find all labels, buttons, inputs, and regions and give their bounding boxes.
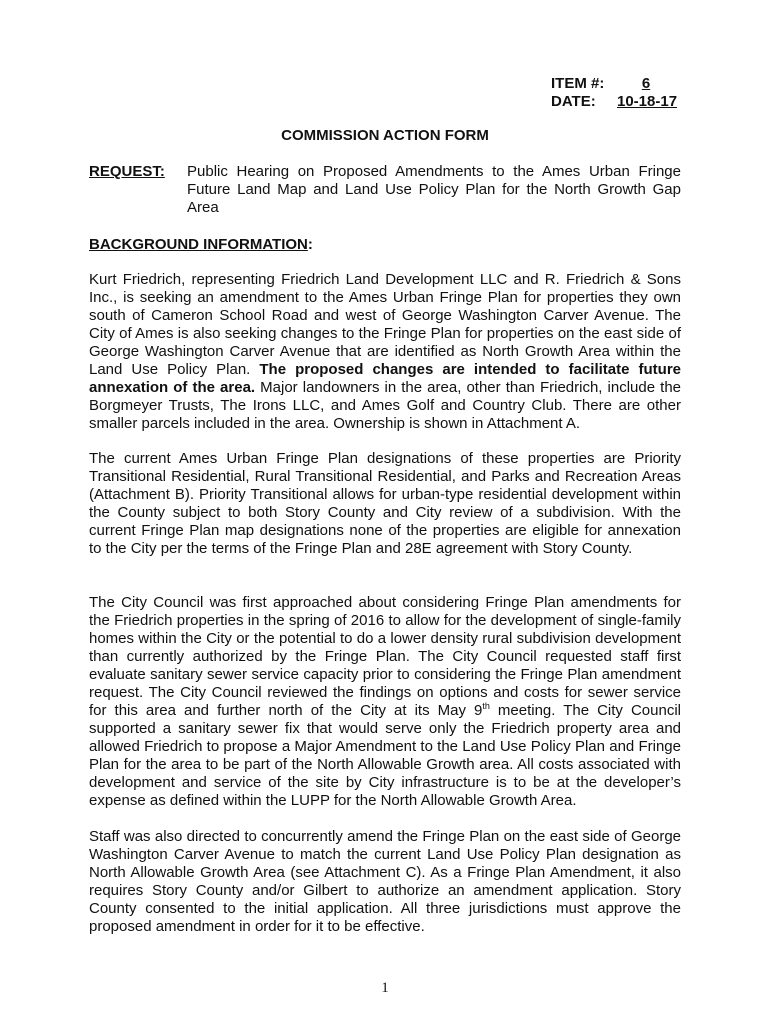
item-label: ITEM #: (551, 75, 605, 92)
page-number: 1 (381, 980, 389, 996)
request-text: Public Hearing on Proposed Amendments to the Ames Urban Fringe Future Land Map and Land Use Policy Plan for the North Growth Gap Area (187, 163, 681, 216)
p1-text-b: Major landowners in the area, other than Friedrich, include the Borgmeyer Trusts, The Irons LLC, and Ames Golf and Country Club. There are other smaller parcels included in the area. Ownership is shown in Attachment A. (89, 379, 682, 432)
date-row (551, 93, 677, 111)
background-paragraph-2: The current Ames Urban Fringe Plan designations of these properties are Priority Transitional Residential, Rural Transitional Residential, and Parks and Recreation Areas (Attachment B). Priority Transitional allows for urban-type residential development within the County subject to both Story County and City review of a subdivision. With the current Fringe Plan map designations none of the properties are eligible for annexation to the City per the terms of the Fringe Plan and 28E agreement with Story County. (89, 450, 681, 557)
p1-bold-text: The proposed changes are intended to facilitate future annexation of the area. (89, 361, 682, 396)
background-heading-colon: : (307, 236, 313, 253)
request-label: REQUEST: (89, 163, 165, 180)
p1-text-a: Kurt Friedrich, representing Friedrich Land Development LLC and R. Friedrich & Sons Inc., is seeking an amendment to the Ames Urban Fringe Plan for properties they own south of Cameron School Road and west of George Washington Carver Avenue. The City of Ames is also seeking changes to the Fringe Plan for properties on the east side of George Washington Carver Avenue that are identified as North Growth Area within the Land Use Policy Plan. (89, 271, 681, 378)
background-heading-text: BACKGROUND INFORMATION (89, 236, 308, 253)
p3-text-b: meeting. The City Council supported a sanitary sewer fix that would serve only the Friedrich property area and allowed Friedrich to propose a Major Amendment to the Land Use Policy Plan and Fringe Plan for the area to be part of the North Allowable Growth area. All costs associated with development and service of the site by City infrastructure is to be at the developer’s expense as defined within the LUPP for the North Allowable Growth Area. (89, 702, 681, 809)
p3-superscript: th (482, 701, 490, 711)
item-value: 6 (641, 75, 651, 92)
background-paragraph-1 (89, 271, 681, 433)
date-value: 10-18-17 (617, 93, 678, 110)
background-paragraph-3 (89, 594, 681, 810)
p3-text-a: The City Council was first approached about considering Fringe Plan amendments for the Friedrich properties in the spring of 2016 to allow for the development of single-family homes within the City or the potential to do a lower density rural subdivision development than currently authorized by the Fringe Plan. The City Council requested staff first evaluate sanitary sewer service capacity prior to considering the Fringe Plan amendment request. The City Council reviewed the findings on options and costs for sewer service for this area and further north of the City at its May 9 (89, 594, 681, 719)
background-paragraph-4: Staff was also directed to concurrently amend the Fringe Plan on the east side of George Washington Carver Avenue to match the current Land Use Policy Plan designation as North Allowable Growth Area (see Attachment C). As a Fringe Plan Amendment, it also requires Story County and/or Gilbert to authorize an amendment application. Story County consented to the initial application. All three jurisdictions must approve the proposed amendment in order for it to be effective. (89, 828, 681, 935)
item-row (551, 75, 677, 93)
background-heading (89, 236, 313, 254)
date-label: DATE: (551, 93, 596, 110)
item-date-block (551, 75, 677, 111)
form-title: COMMISSION ACTION FORM (281, 127, 489, 144)
request-section (89, 163, 681, 217)
